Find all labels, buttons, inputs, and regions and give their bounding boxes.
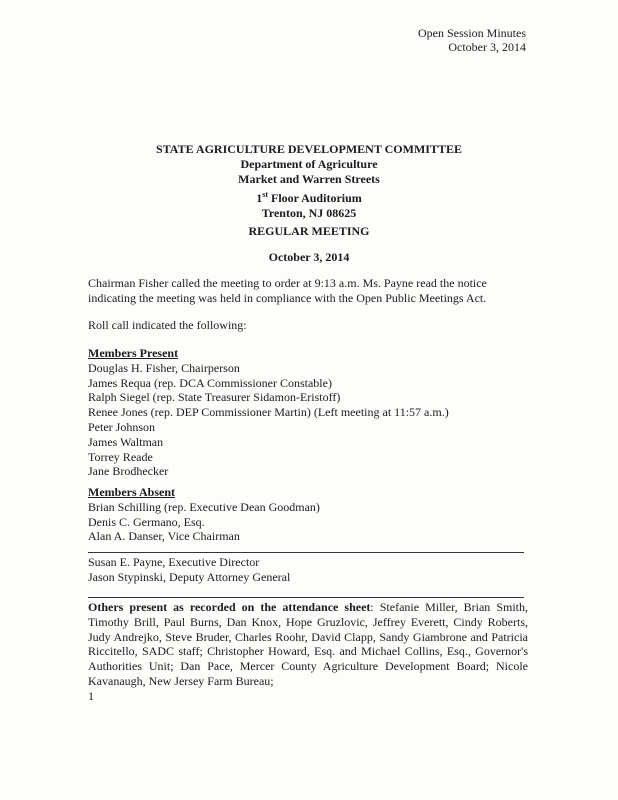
member-name: Renee Jones (rep. DEP Commissioner Martin) (Left meeting at 11:57 a.m.): [88, 405, 449, 420]
document-header: [418, 26, 526, 54]
member-name: Peter Johnson: [88, 419, 155, 434]
section-divider: [88, 597, 524, 598]
org-name: STATE AGRICULTURE DEVELOPMENT COMMITTEE: [156, 142, 462, 156]
members-present-section: [88, 346, 528, 479]
staff-name: Susan E. Payne, Executive Director: [88, 555, 260, 569]
staff-name: Jason Stypinski, Deputy Attorney General: [88, 569, 291, 584]
meeting-date: October 3, 2014: [268, 250, 350, 264]
others-present-label: Others present as recorded on the attendance sheet: [88, 600, 371, 614]
others-present-paragraph: [88, 600, 528, 689]
floor-location: [0, 187, 618, 206]
header-session-label: Open Session Minutes: [418, 26, 526, 40]
header-date: October 3, 2014: [448, 40, 526, 54]
member-name: Douglas H. Fisher, Chairperson: [88, 360, 240, 375]
street-address: Market and Warren Streets: [238, 172, 380, 186]
department-name: Department of Agriculture: [240, 157, 378, 171]
member-name: Torrey Reade: [88, 449, 153, 464]
roll-call-paragraph: Roll call indicated the following:: [88, 318, 247, 332]
members-absent-heading: Members Absent: [88, 485, 175, 499]
floor-number: 1: [256, 191, 263, 205]
absent-member-name: Denis C. Germano, Esq.: [88, 514, 205, 529]
section-divider: [88, 552, 524, 553]
member-name: Jane Brodhecker: [88, 464, 169, 479]
members-absent-section: [88, 485, 528, 544]
title-block: [0, 142, 618, 221]
city-state-zip: Trenton, NJ 08625: [261, 206, 357, 220]
page-number: 1: [88, 689, 94, 703]
opening-paragraph: Chairman Fisher called the meeting to order at 9:13 a.m. Ms. Payne read the notice indicating the meeting was held in compliance with the Open Public Meetings Act.: [88, 276, 487, 305]
member-name: James Waltman: [88, 434, 164, 449]
staff-section: [88, 555, 528, 585]
member-name: Ralph Siegel (rep. State Treasurer Sidamon-Eristoff): [88, 390, 341, 405]
floor-ordinal: st: [262, 190, 268, 199]
floor-label: Floor Auditorium: [267, 191, 362, 205]
others-present-list: : Stefanie Miller, Brian Smith, Timothy Brill, Paul Burns, Dan Knox, Hope Gruzlovic, Jeffrey Everett, Cindy Roberts, Judy Andrejko, Steve Bruder, Charles Roohr, David Clapp, Sandy Giambrone and Patricia Riccitello, SADC staff; Christopher Howard, Esq. and Michael Collins, Esq., Governor's Authorities Unit; Dan Pace, Mercer County Agriculture Development Board; Nicole Kavanaugh, New Jersey Farm Bureau;: [88, 600, 529, 688]
absent-member-name: Alan A. Danser, Vice Chairman: [88, 529, 240, 544]
members-present-heading: Members Present: [88, 346, 179, 360]
meeting-type: REGULAR MEETING: [248, 224, 370, 238]
absent-member-name: Brian Schilling (rep. Executive Dean Goodman): [88, 499, 320, 514]
member-name: James Requa (rep. DCA Commissioner Constable): [88, 375, 332, 390]
